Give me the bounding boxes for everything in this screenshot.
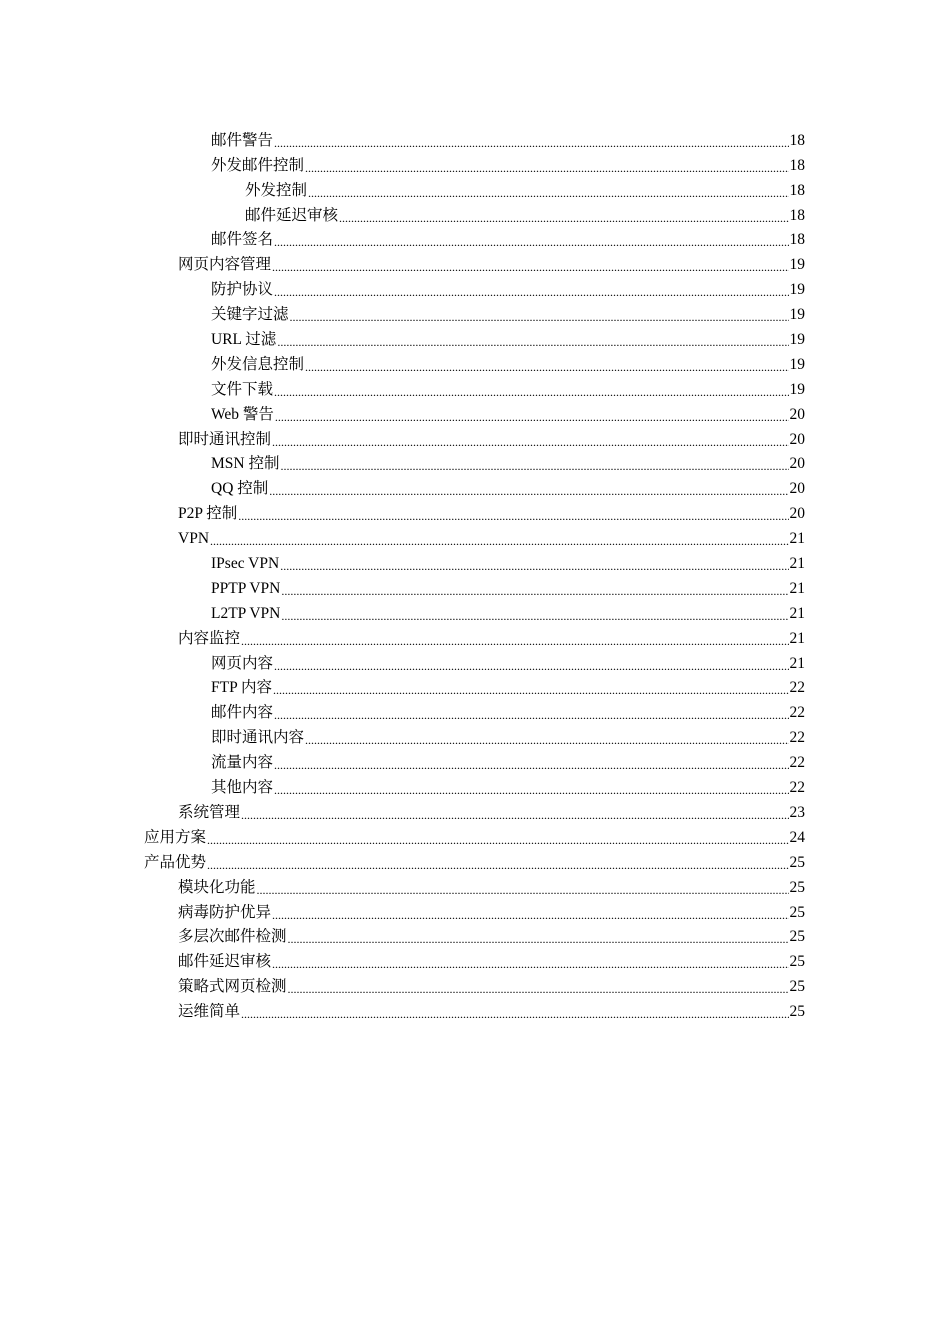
toc-entry-page-number: 20	[789, 405, 805, 423]
toc-entry[interactable]	[0, 374, 950, 399]
toc-dot-leader	[281, 580, 788, 598]
toc-entry-page-number: 19	[789, 355, 805, 373]
toc-entry[interactable]	[0, 424, 950, 449]
toc-dot-leader	[241, 1003, 788, 1021]
toc-dot-leader	[207, 854, 788, 872]
toc-entry[interactable]	[0, 722, 950, 747]
toc-entry-page-number: 21	[789, 530, 805, 548]
toc-entry-page-number: 19	[789, 331, 805, 349]
toc-entry-page-number: 18	[789, 156, 805, 174]
toc-entry-title: 网页内容	[211, 654, 274, 672]
toc-entry[interactable]	[0, 449, 950, 474]
toc-dot-leader	[290, 306, 789, 324]
toc-dot-leader	[281, 605, 788, 623]
toc-entry[interactable]	[0, 498, 950, 523]
toc-entry-page-number: 19	[789, 281, 805, 299]
toc-dot-leader	[274, 231, 788, 249]
toc-entry[interactable]	[0, 324, 950, 349]
toc-entry-page-number: 22	[789, 754, 805, 772]
toc-dot-leader	[207, 829, 788, 847]
toc-entry-title: 其他内容	[211, 779, 274, 797]
toc-entry-page-number: 19	[789, 256, 805, 274]
toc-entry[interactable]	[0, 623, 950, 648]
toc-entry-title: 防护协议	[211, 281, 274, 299]
toc-entry-title: URL 过滤	[211, 331, 277, 349]
toc-entry[interactable]	[0, 697, 950, 722]
toc-entry[interactable]	[0, 299, 950, 324]
toc-entry-page-number: 25	[789, 878, 805, 896]
toc-entry-title: 病毒防护优异	[178, 903, 272, 921]
toc-entry-title: FTP 内容	[211, 679, 273, 697]
toc-entry-page-number: 23	[789, 803, 805, 821]
toc-entry[interactable]	[0, 473, 950, 498]
toc-entry-page-number: 25	[789, 853, 805, 871]
toc-entry-title: 邮件警告	[211, 131, 274, 149]
toc-entry-title: 关键字过滤	[211, 306, 289, 324]
toc-entry-title: MSN 控制	[211, 455, 280, 473]
toc-entry-title: 应用方案	[144, 828, 207, 846]
toc-entry-title: 多层次邮件检测	[178, 928, 287, 946]
toc-dot-leader	[269, 480, 788, 498]
toc-entry-title: IPsec VPN	[211, 555, 280, 573]
toc-entry-title: 邮件延迟审核	[178, 953, 272, 971]
toc-entry-page-number: 20	[789, 505, 805, 523]
toc-entry-page-number: 25	[789, 928, 805, 946]
toc-entry-title: 产品优势	[144, 853, 207, 871]
toc-entry[interactable]	[0, 150, 950, 175]
toc-dot-leader	[272, 953, 788, 971]
toc-dot-leader	[277, 331, 788, 349]
toc-entry-title: PPTP VPN	[211, 579, 281, 597]
toc-entry[interactable]	[0, 573, 950, 598]
toc-entry-title: QQ 控制	[211, 480, 269, 498]
toc-entry-page-number: 22	[789, 779, 805, 797]
toc-entry-title: 邮件延迟审核	[245, 206, 339, 224]
toc-entry-page-number: 18	[789, 206, 805, 224]
toc-dot-leader	[272, 256, 788, 274]
toc-entry-title: 文件下载	[211, 380, 274, 398]
toc-entry-title: 邮件内容	[211, 704, 274, 722]
toc-dot-leader	[257, 879, 789, 897]
toc-entry-title: Web 警告	[211, 405, 274, 423]
toc-entry-title: 网页内容管理	[178, 256, 272, 274]
toc-entry-title: 系统管理	[178, 803, 241, 821]
toc-dot-leader	[272, 431, 788, 449]
toc-entry[interactable]	[0, 274, 950, 299]
toc-entry-title: 流量内容	[211, 754, 274, 772]
toc-entry[interactable]	[0, 598, 950, 623]
toc-entry[interactable]	[0, 747, 950, 772]
toc-dot-leader	[241, 804, 788, 822]
toc-entry[interactable]	[0, 996, 950, 1021]
toc-entry-page-number: 25	[789, 903, 805, 921]
toc-entry-page-number: 20	[789, 455, 805, 473]
toc-dot-leader	[275, 406, 789, 424]
toc-entry[interactable]	[0, 797, 950, 822]
toc-entry-page-number: 25	[789, 978, 805, 996]
toc-dot-leader	[272, 904, 788, 922]
toc-dot-leader	[305, 356, 788, 374]
toc-entry-title: 即时通讯控制	[178, 430, 272, 448]
toc-entry-page-number: 21	[789, 629, 805, 647]
toc-entry-page-number: 20	[789, 430, 805, 448]
toc-dot-leader	[339, 207, 788, 225]
toc-dot-leader	[274, 779, 788, 797]
toc-dot-leader	[241, 630, 788, 648]
toc-dot-leader	[308, 182, 788, 200]
toc-entry-page-number: 21	[789, 579, 805, 597]
toc-entry-title: 外发信息控制	[211, 355, 305, 373]
toc-entry-page-number: 18	[789, 181, 805, 199]
toc-dot-leader	[288, 928, 789, 946]
toc-dot-leader	[305, 729, 788, 747]
toc-entry[interactable]	[0, 548, 950, 573]
toc-entry-page-number: 22	[789, 704, 805, 722]
toc-entry-title: 即时通讯内容	[211, 729, 305, 747]
toc-entry-title: 外发控制	[245, 181, 308, 199]
toc-entry-page-number: 19	[789, 380, 805, 398]
toc-dot-leader	[210, 530, 788, 548]
toc-dot-leader	[288, 978, 789, 996]
toc-entry-page-number: 18	[789, 131, 805, 149]
toc-entry-title: 邮件签名	[211, 231, 274, 249]
toc-entry[interactable]	[0, 125, 950, 150]
toc-entry-title: 外发邮件控制	[211, 156, 305, 174]
toc-entry-page-number: 21	[789, 654, 805, 672]
toc-entry-page-number: 18	[789, 231, 805, 249]
toc-dot-leader	[280, 455, 788, 473]
toc-entry[interactable]	[0, 922, 950, 947]
toc-dot-leader	[273, 679, 788, 697]
toc-entry[interactable]	[0, 673, 950, 698]
toc-entry-page-number: 21	[789, 555, 805, 573]
toc-dot-leader	[274, 132, 788, 150]
toc-entry[interactable]	[0, 648, 950, 673]
toc-entry[interactable]	[0, 523, 950, 548]
toc-dot-leader	[274, 704, 788, 722]
toc-dot-leader	[274, 655, 788, 673]
toc-entry-page-number: 25	[789, 953, 805, 971]
toc-entry-page-number: 22	[789, 729, 805, 747]
toc-entry[interactable]	[0, 349, 950, 374]
toc-entry-page-number: 24	[789, 828, 805, 846]
toc-entry[interactable]	[0, 200, 950, 225]
toc-entry-title: 内容监控	[178, 629, 241, 647]
toc-entry[interactable]	[0, 772, 950, 797]
toc-entry-page-number: 19	[789, 306, 805, 324]
toc-entry-title: VPN	[178, 530, 210, 548]
toc-entry[interactable]	[0, 399, 950, 424]
toc-entry-title: 模块化功能	[178, 878, 256, 896]
toc-entry[interactable]	[0, 971, 950, 996]
toc-entry-title: 策略式网页检测	[178, 978, 287, 996]
toc-entry[interactable]	[0, 249, 950, 274]
table-of-contents	[0, 125, 950, 1021]
toc-entry[interactable]	[0, 946, 950, 971]
toc-dot-leader	[274, 381, 788, 399]
toc-dot-leader	[238, 505, 788, 523]
toc-entry[interactable]	[0, 225, 950, 250]
toc-dot-leader	[274, 281, 788, 299]
toc-entry[interactable]	[0, 847, 950, 872]
toc-entry-title: 运维简单	[178, 1003, 241, 1021]
toc-dot-leader	[305, 157, 788, 175]
toc-entry-page-number: 21	[789, 604, 805, 622]
toc-entry-page-number: 20	[789, 480, 805, 498]
toc-entry[interactable]	[0, 897, 950, 922]
toc-entry-page-number: 25	[789, 1003, 805, 1021]
toc-entry-page-number: 22	[789, 679, 805, 697]
toc-entry-title: P2P 控制	[178, 505, 238, 523]
toc-entry[interactable]	[0, 175, 950, 200]
toc-dot-leader	[280, 555, 788, 573]
toc-entry[interactable]	[0, 822, 950, 847]
toc-entry-title: L2TP VPN	[211, 604, 281, 622]
toc-entry[interactable]	[0, 872, 950, 897]
toc-dot-leader	[274, 754, 788, 772]
